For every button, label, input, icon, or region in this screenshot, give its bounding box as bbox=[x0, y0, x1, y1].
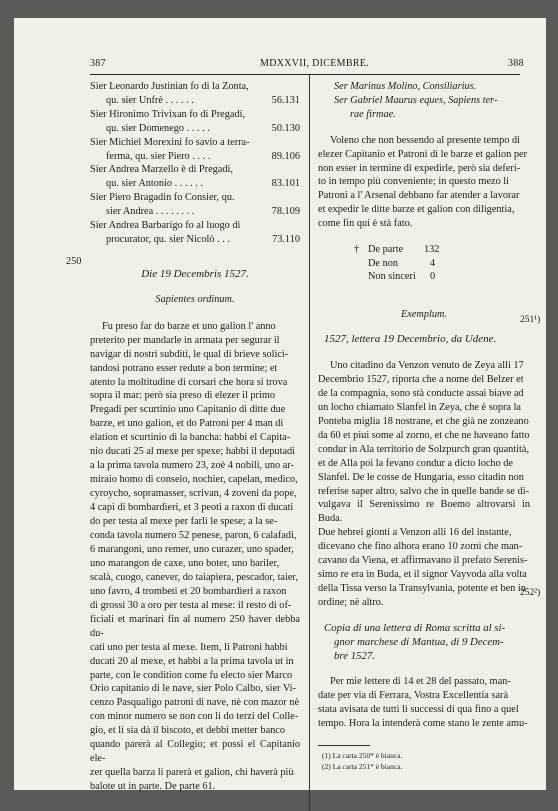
vote-count: 73.110 bbox=[272, 233, 300, 245]
text-line: Slanfel. De le cosse de Hungaria, esso citadin non bbox=[318, 471, 524, 483]
text-line: conda tavola numero 52 penese, paron, 6 calafadi, bbox=[90, 529, 297, 541]
text-line: con minor numero se non con li do terzi del Colle- bbox=[90, 711, 299, 723]
text-line: elation et scurtinio di la bancha: habbi el Capita- bbox=[90, 432, 291, 444]
footnote-rule bbox=[318, 745, 370, 746]
signer-line: Ser Gabriel Maurus eques, Sapiens ter- bbox=[334, 94, 498, 106]
right-column bbox=[318, 80, 530, 772]
letter-text bbox=[318, 359, 530, 609]
text-line: scalà, cuogo, canever, do taiapiera, pescador, taier, bbox=[90, 571, 299, 583]
text-line: dicevano che fino alhora erano 10 zorni che man- bbox=[318, 541, 523, 553]
text-line: Orio capitanio di le nave, sier Polo Calbo, sier Vi- bbox=[90, 683, 296, 695]
list-item bbox=[90, 80, 300, 108]
entry-line: ferma, qu. sier Piero . . . . bbox=[106, 150, 211, 162]
footnote: (1) La carta 250* è bianca. bbox=[322, 751, 403, 761]
text-line: preterito per mandarle in armata per segurar il bbox=[90, 334, 280, 346]
entry-line: Sier Hironimo Trivixan fo di Pregadi, bbox=[90, 108, 246, 120]
page-number-left: 387 bbox=[90, 58, 106, 69]
decree-text bbox=[90, 320, 300, 794]
text-line: uno favro, 4 trombeti et 20 bombardieri a raxon bbox=[90, 585, 287, 597]
vote-count: 83.101 bbox=[271, 178, 300, 190]
vote-count: 50.130 bbox=[271, 122, 300, 134]
text-line: barze, et uno galion, et do Patroni per 4 man di bbox=[90, 418, 284, 430]
signers bbox=[318, 80, 530, 122]
text-line: referise saper altro, salvo che in quelle bande se di- bbox=[318, 485, 529, 497]
text-line: di grossi 30 a oro per testa al mese: il resto di of- bbox=[90, 599, 292, 611]
text-line: parte, con le condition come fu electo sier Marco bbox=[90, 669, 293, 681]
text-line: to in tempo più conveniente; in questo mezo li bbox=[318, 176, 510, 188]
text-line: do per testa al mexe per farli le spese; a la se- bbox=[90, 516, 278, 528]
vote-label: De non bbox=[368, 257, 399, 269]
heading-line: gnor marchese di Mantua, di 9 Decem- bbox=[334, 635, 504, 648]
text-line: Voleno che non bessendo al presente tempo di bbox=[330, 134, 520, 146]
text-line: zer quella barza li parerà et galion, chi haverà più bbox=[90, 767, 294, 779]
header-rule bbox=[90, 74, 520, 75]
book-page bbox=[14, 18, 546, 793]
copia-text bbox=[318, 675, 530, 731]
text-line: stata avisata de tutti li successi di qua fino a quel bbox=[318, 704, 519, 716]
entry-line: Sier Leonardo Justinian fo di la Zonta, bbox=[90, 81, 249, 92]
vote-count: 89.106 bbox=[271, 150, 300, 162]
text-line: nio ducati 25 al mexe per spexe; habbi il deputadi bbox=[90, 446, 296, 458]
text-line: a la prima tavola numero 23, zoè 4 nobili, uno ar- bbox=[90, 460, 294, 472]
heading-line: Copia di una lettera di Roma scritta al si- bbox=[324, 621, 506, 634]
text-line: tempo. Hora la intenderà come stano le zente amu- bbox=[318, 718, 528, 730]
margin-folio-251: 251¹) bbox=[520, 315, 541, 325]
text-line: Ponteba miglia 18 nostrane, et che già ne zonzeano bbox=[318, 416, 529, 427]
entry-line: Sier Andrea Barbarigo fo al luogo di bbox=[90, 220, 241, 232]
text-line: et expedir le ditte barze et galion con diligentia, bbox=[318, 204, 515, 216]
list-item bbox=[90, 163, 300, 191]
motion-text bbox=[318, 134, 530, 231]
entry-line: sier Andrea . . . . . . . . bbox=[106, 206, 195, 218]
text-line: cyroycho, sopramasser, scrivan, 4 zoveni da pope, bbox=[90, 488, 297, 500]
entry-line: Sier Piero Bragadin fo Consier, qu. bbox=[90, 192, 235, 204]
text-line: quando parerà al Collegio; et possi el Capitanio ele- bbox=[90, 739, 300, 765]
footnotes bbox=[318, 745, 530, 772]
entry-line: qu. sier Unfrè . . . . . . bbox=[106, 94, 194, 106]
exemplum-heading: Exemplum. bbox=[400, 308, 448, 320]
text-line: non esser in termine di expedirle, però sia deferi- bbox=[318, 162, 521, 174]
text-line: atento la moltitudine di corsari che hora si trova bbox=[90, 376, 288, 388]
list-item bbox=[90, 219, 300, 247]
signer-line: Ser Marinus Molino, Consiliarius. bbox=[334, 81, 477, 92]
margin-folio-250: 250 bbox=[66, 256, 82, 267]
section-heading: Sapientes ordinum. bbox=[155, 293, 235, 305]
vote-value: 4 bbox=[430, 257, 436, 269]
letter-heading: 1527, lettera 19 Decembrio, da Udene. bbox=[324, 333, 497, 346]
text-line: ducati 20 al mexe, et habbi a la prima tavola ut in bbox=[90, 655, 294, 667]
list-item bbox=[90, 191, 300, 219]
entry-line: qu. sier Antonio . . . . . . bbox=[106, 178, 203, 190]
vote-value: 132 bbox=[424, 244, 440, 256]
heading-line: bre 1527. bbox=[334, 649, 375, 662]
text-line: condur in Ala territorio de Solzpurch gran quantità, bbox=[318, 443, 530, 455]
text-line: uno marangon de caxe, uno boter, uno bariler, bbox=[90, 557, 280, 569]
text-line: cati uno per testa al mexe. Item, li Patroni habbi bbox=[90, 641, 288, 653]
page-number-right: 388 bbox=[508, 58, 524, 69]
election-list bbox=[90, 80, 300, 247]
list-item bbox=[90, 136, 300, 164]
text-line: da 60 et piui some al zorno, et che ne haveano fatto bbox=[318, 429, 530, 441]
vote-count: 78.109 bbox=[271, 206, 300, 218]
date-heading: Die 19 Decembris 1527. bbox=[141, 267, 249, 280]
vote-label: De parte bbox=[368, 244, 404, 256]
text-line: de la compagnia, sono stà conducte assai biave ad bbox=[318, 388, 524, 400]
text-line: simo re era in Buda, et il signor Vayvoda alla volta bbox=[318, 568, 527, 580]
text-line: ficiali et marinari fin al numero 250 haver debba du- bbox=[90, 613, 300, 639]
signer-line: rae firmae. bbox=[350, 108, 396, 120]
text-line: sopra il mar: però sia preso di elezer il primo bbox=[90, 390, 275, 402]
text-line: 4 capi di bombardieri, et 3 peoti a raxon di ducati bbox=[90, 502, 294, 514]
text-line: tandosi potrano esser redute a bon termine; et bbox=[90, 362, 278, 374]
text-line: come fin qui è stà fato. bbox=[318, 218, 413, 230]
text-line: vulgava il Serenissimo re Boemo altrovarsi in Buda. bbox=[318, 499, 530, 525]
text-line: Uno citadino da Venzon venuto de Zeya alli 17 bbox=[330, 360, 524, 372]
text-line: gio, et li sia dà il biscoto, et debbi metter banco bbox=[90, 725, 286, 737]
entry-line: Sier Andrea Marzello è di Pregadi, bbox=[90, 164, 233, 176]
text-line: Per mie lettere di 14 et 28 del passato, man- bbox=[330, 676, 511, 688]
text-line: Pregadi per scurtinio uno Capitanio di ditte due bbox=[90, 404, 286, 416]
text-line: 6 marangoni, uno remer, uno curazer, uno spader, bbox=[90, 543, 294, 555]
text-line: della Tissa verso la Transylvania, potente et ben in bbox=[318, 582, 526, 594]
text-line: Due hebrei gionti a Venzon alli 16 del instante, bbox=[318, 527, 512, 539]
left-column bbox=[90, 80, 300, 794]
running-title: MDXXVII, DICEMBRE. bbox=[260, 58, 370, 69]
text-line: et de Alla poi la fevano condur a dicto locho de bbox=[318, 457, 514, 469]
text-line: ordine; nè altro. bbox=[318, 596, 384, 608]
entry-line: procurator, qu. sier Nicolò . . . bbox=[106, 233, 230, 245]
vote-value: 0 bbox=[430, 271, 436, 283]
text-line: elezer Capitanio et Patroni di le barze et galion per bbox=[318, 148, 527, 160]
vote-tally bbox=[354, 243, 530, 284]
text-line: date per via di Ferrara, Vostra Excellentia sarà bbox=[318, 690, 509, 702]
text-line: cavano da Viena, et affirmavano il prefato Serenis- bbox=[318, 555, 528, 567]
entry-line: Sier Michiel Morexini fo savio a terra- bbox=[90, 136, 250, 148]
text-line: miraio homo di conseio, nochier, capelan, medico, bbox=[90, 474, 298, 486]
margin-folio-252: 252²) bbox=[520, 588, 541, 598]
entry-line: qu. sier Domenego . . . . . bbox=[106, 122, 210, 134]
list-item bbox=[90, 108, 300, 136]
column-divider bbox=[309, 75, 310, 811]
text-line: un locho chiamato Slanfel in Zeya, che è sopra la bbox=[318, 402, 522, 414]
footnote: (2) La carta 251* è bianca. bbox=[322, 762, 403, 772]
text-line: Fu preso far do barze et uno galion l' anno bbox=[102, 320, 276, 332]
text-line: balote ut in parte. De parte 61. bbox=[90, 781, 216, 793]
copia-heading bbox=[318, 622, 530, 664]
vote-label: Non sinceri bbox=[368, 271, 416, 283]
text-line: cenzo Pasqualigo patroni di nave, nè con mazor nè bbox=[90, 697, 300, 709]
text-line: Patroni a l' Arsenal debbano far atender a lavorar bbox=[318, 190, 520, 202]
text-line: Decembrio 1527, riporta che a nome del Belzer et bbox=[318, 374, 524, 386]
text-line: navigar di nostri subditi, le qual di brieve solici- bbox=[90, 348, 289, 360]
cross-mark: † bbox=[354, 244, 360, 256]
vote-count: 56.131 bbox=[271, 94, 300, 106]
